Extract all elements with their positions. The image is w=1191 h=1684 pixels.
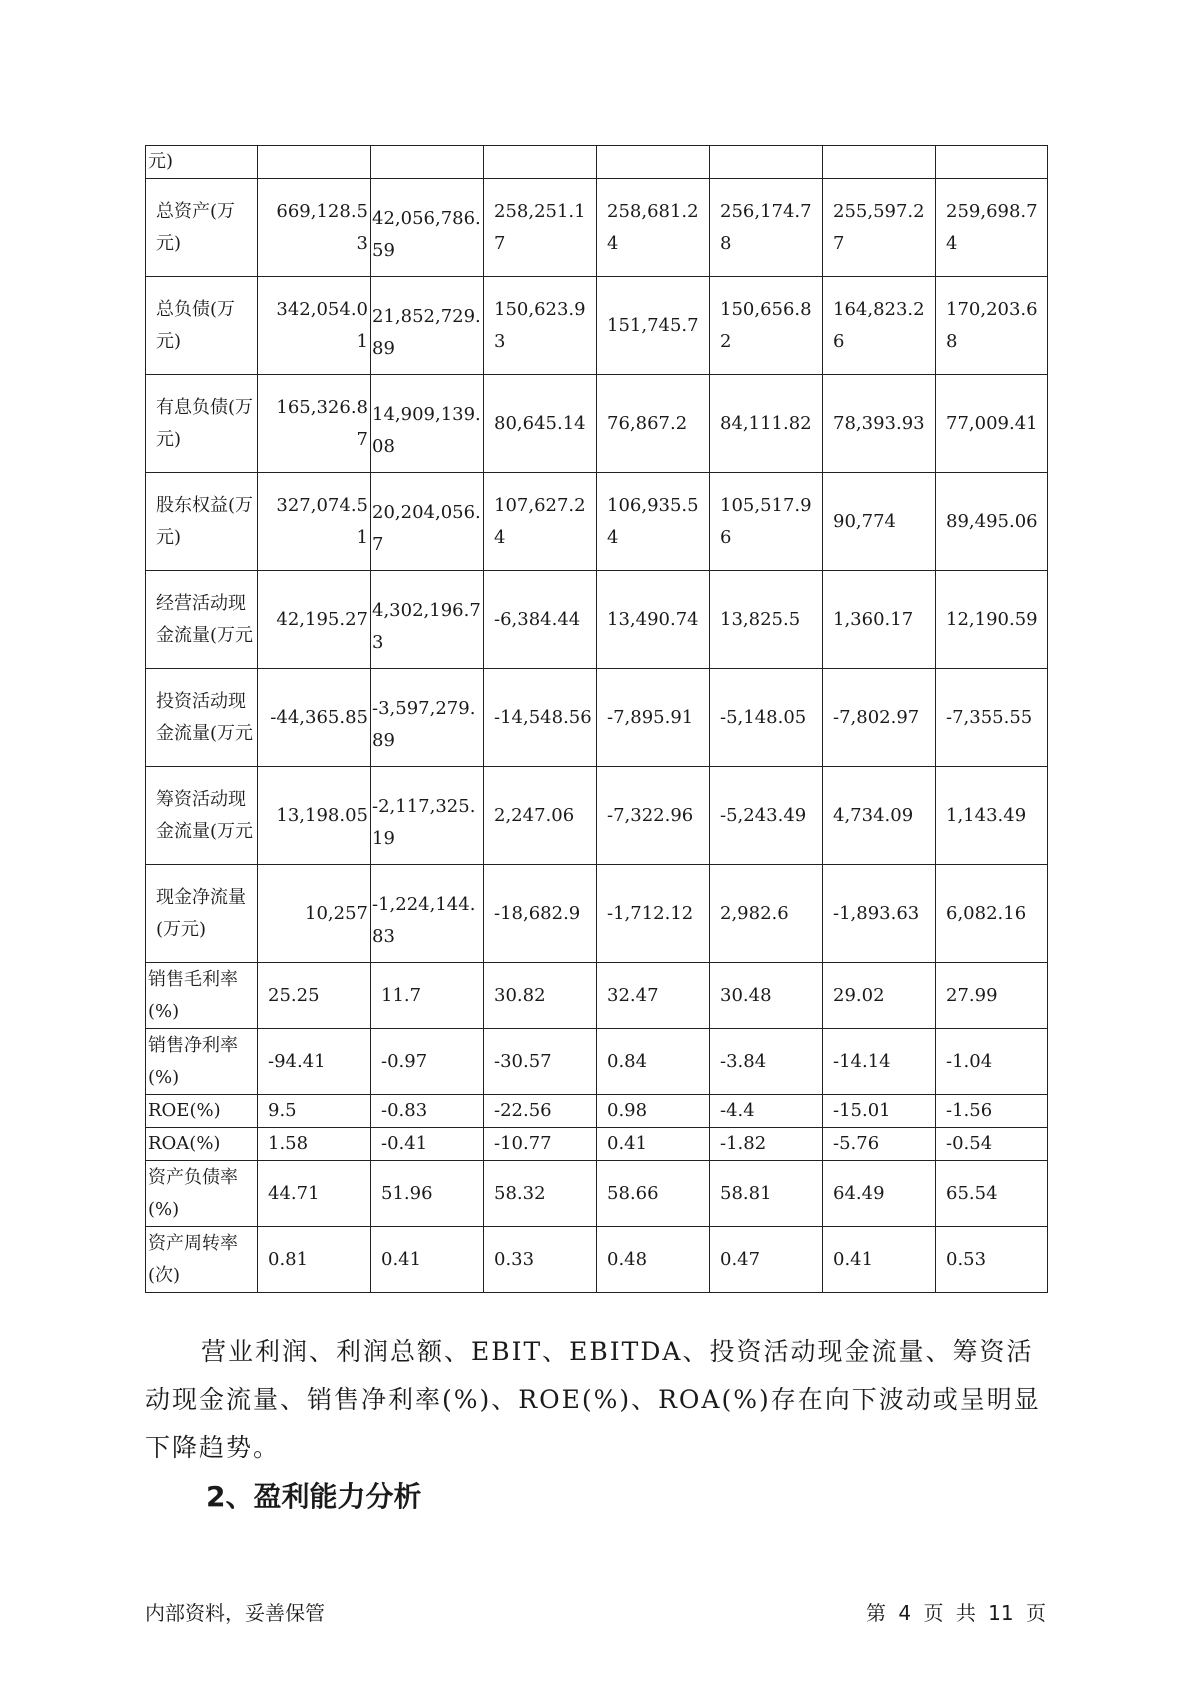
row-label: 投资活动现金流量(万元	[146, 669, 258, 767]
table-cell: 58.66	[597, 1161, 710, 1227]
table-cell: 4,302,196.73	[371, 571, 484, 669]
section-heading: 2、盈利能力分析	[206, 1480, 422, 1513]
table-cell: 12,190.59	[936, 571, 1048, 669]
table-cell: 4,734.09	[823, 767, 936, 865]
row-label: ROE(%)	[146, 1095, 258, 1128]
table-cell: -4.4	[710, 1095, 823, 1128]
table-cell: 2,982.6	[710, 865, 823, 963]
table-cell: 90,774	[823, 473, 936, 571]
table-cell: 0.81	[258, 1227, 371, 1293]
row-label: 总资产(万元)	[146, 179, 258, 277]
table-cell: -7,322.96	[597, 767, 710, 865]
table-cell: 11.7	[371, 963, 484, 1029]
table-cell: 42,195.27	[258, 571, 371, 669]
table-cell: 9.5	[258, 1095, 371, 1128]
table-cell: -15.01	[823, 1095, 936, 1128]
table-cell: 84,111.82	[710, 375, 823, 473]
table-row	[146, 767, 1048, 865]
table-row	[146, 669, 1048, 767]
table-cell: 0.33	[484, 1227, 597, 1293]
table-row	[146, 1128, 1048, 1161]
table-cell: 0.84	[597, 1029, 710, 1095]
table-cell: 76,867.2	[597, 375, 710, 473]
table-row	[146, 1029, 1048, 1095]
table-cell: 44.71	[258, 1161, 371, 1227]
table-cell: 78,393.93	[823, 375, 936, 473]
table-cell: 25.25	[258, 963, 371, 1029]
table-cell: -14.14	[823, 1029, 936, 1095]
row-label: 资产负债率(%)	[146, 1161, 258, 1227]
table-cell: 27.99	[936, 963, 1048, 1029]
table-cell: 106,935.54	[597, 473, 710, 571]
table-cell: 170,203.68	[936, 277, 1048, 375]
row-label: 筹资活动现金流量(万元	[146, 767, 258, 865]
table-cell: 64.49	[823, 1161, 936, 1227]
table-cell	[823, 146, 936, 179]
table-cell: -44,365.85	[258, 669, 371, 767]
table-cell: 13,825.5	[710, 571, 823, 669]
table-cell: 58.81	[710, 1161, 823, 1227]
table-cell: 58.32	[484, 1161, 597, 1227]
table-row	[146, 963, 1048, 1029]
row-label: 有息负债(万元)	[146, 375, 258, 473]
table-cell: 13,490.74	[597, 571, 710, 669]
table-cell: 42,056,786.59	[371, 179, 484, 277]
row-label: 销售毛利率(%)	[146, 963, 258, 1029]
table-cell: -7,355.55	[936, 669, 1048, 767]
table-cell: -1,224,144.83	[371, 865, 484, 963]
table-cell: 6,082.16	[936, 865, 1048, 963]
table-cell: -1,893.63	[823, 865, 936, 963]
table-cell: 1,360.17	[823, 571, 936, 669]
table-cell: 0.53	[936, 1227, 1048, 1293]
table-cell: -5,148.05	[710, 669, 823, 767]
table-row	[146, 571, 1048, 669]
footer-page-number: 第 4 页 共 11 页	[866, 1601, 1046, 1625]
table-cell: -5,243.49	[710, 767, 823, 865]
table-cell: 255,597.27	[823, 179, 936, 277]
table-cell: 0.48	[597, 1227, 710, 1293]
table-cell: -7,895.91	[597, 669, 710, 767]
table-cell: 10,257	[258, 865, 371, 963]
table-cell: -1,712.12	[597, 865, 710, 963]
table-cell	[597, 146, 710, 179]
table-cell: 1,143.49	[936, 767, 1048, 865]
table-cell: 105,517.96	[710, 473, 823, 571]
table-cell: 259,698.74	[936, 179, 1048, 277]
table-cell: -2,117,325.19	[371, 767, 484, 865]
table-cell: 150,623.93	[484, 277, 597, 375]
table-cell: 165,326.87	[258, 375, 371, 473]
summary-paragraph: 营业利润、利润总额、EBIT、EBITDA、投资活动现金流量、筹资活动现金流量、销售净利率(%)、ROE(%)、ROA(%)存在向下波动或呈明显下降趋势。	[145, 1337, 1041, 1462]
row-label: 现金净流量(万元)	[146, 865, 258, 963]
table-cell: -6,384.44	[484, 571, 597, 669]
row-label: 元)	[146, 146, 258, 179]
table-cell: 0.47	[710, 1227, 823, 1293]
financial-table	[145, 145, 1048, 1293]
table-cell	[371, 146, 484, 179]
table-cell: 20,204,056.7	[371, 473, 484, 571]
table-cell: 80,645.14	[484, 375, 597, 473]
table-row	[146, 375, 1048, 473]
table-cell: 258,251.17	[484, 179, 597, 277]
table-cell: -0.83	[371, 1095, 484, 1128]
table-cell: 32.47	[597, 963, 710, 1029]
row-label: 总负债(万元)	[146, 277, 258, 375]
table-cell: 1.58	[258, 1128, 371, 1161]
table-cell: 0.41	[823, 1227, 936, 1293]
table-cell: 258,681.24	[597, 179, 710, 277]
table-cell	[710, 146, 823, 179]
table-cell: -0.54	[936, 1128, 1048, 1161]
table-cell: 669,128.53	[258, 179, 371, 277]
table-cell: 164,823.26	[823, 277, 936, 375]
table-row	[146, 865, 1048, 963]
table-cell: -0.41	[371, 1128, 484, 1161]
table-row	[146, 277, 1048, 375]
table-cell: 256,174.78	[710, 179, 823, 277]
table-cell: 65.54	[936, 1161, 1048, 1227]
table-cell: -3.84	[710, 1029, 823, 1095]
table-row	[146, 146, 1048, 179]
table-cell: -5.76	[823, 1128, 936, 1161]
table-cell: -1.04	[936, 1029, 1048, 1095]
table-cell: 151,745.7	[597, 277, 710, 375]
table-cell: 2,247.06	[484, 767, 597, 865]
table-row	[146, 1161, 1048, 1227]
table-cell: 14,909,139.08	[371, 375, 484, 473]
table-cell: 107,627.24	[484, 473, 597, 571]
table-row	[146, 473, 1048, 571]
table-cell: 89,495.06	[936, 473, 1048, 571]
table-cell: -22.56	[484, 1095, 597, 1128]
table-cell: -3,597,279.89	[371, 669, 484, 767]
table-cell: 51.96	[371, 1161, 484, 1227]
table-cell: -0.97	[371, 1029, 484, 1095]
table-row	[146, 179, 1048, 277]
table-cell: 30.82	[484, 963, 597, 1029]
table-cell: -10.77	[484, 1128, 597, 1161]
table-cell: 327,074.51	[258, 473, 371, 571]
table-cell: 13,198.05	[258, 767, 371, 865]
table-cell	[258, 146, 371, 179]
table-cell: 0.98	[597, 1095, 710, 1128]
table-cell: -1.82	[710, 1128, 823, 1161]
table-cell: 0.41	[597, 1128, 710, 1161]
row-label: 资产周转率(次)	[146, 1227, 258, 1293]
table-cell: -1.56	[936, 1095, 1048, 1128]
table-cell: 29.02	[823, 963, 936, 1029]
table-cell: 150,656.82	[710, 277, 823, 375]
table-cell	[936, 146, 1048, 179]
table-cell: -7,802.97	[823, 669, 936, 767]
table-cell: 30.48	[710, 963, 823, 1029]
table-cell: -94.41	[258, 1029, 371, 1095]
row-label: 股东权益(万元)	[146, 473, 258, 571]
table-cell: -30.57	[484, 1029, 597, 1095]
row-label: 销售净利率(%)	[146, 1029, 258, 1095]
row-label: ROA(%)	[146, 1128, 258, 1161]
footer-confidential: 内部资料，妥善保管	[145, 1601, 325, 1625]
table-row	[146, 1095, 1048, 1128]
table-cell	[484, 146, 597, 179]
table-cell: -18,682.9	[484, 865, 597, 963]
table-cell: 21,852,729.89	[371, 277, 484, 375]
table-cell: 77,009.41	[936, 375, 1048, 473]
table-cell: 0.41	[371, 1227, 484, 1293]
row-label: 经营活动现金流量(万元	[146, 571, 258, 669]
table-cell: 342,054.01	[258, 277, 371, 375]
table-cell: -14,548.56	[484, 669, 597, 767]
table-row	[146, 1227, 1048, 1293]
